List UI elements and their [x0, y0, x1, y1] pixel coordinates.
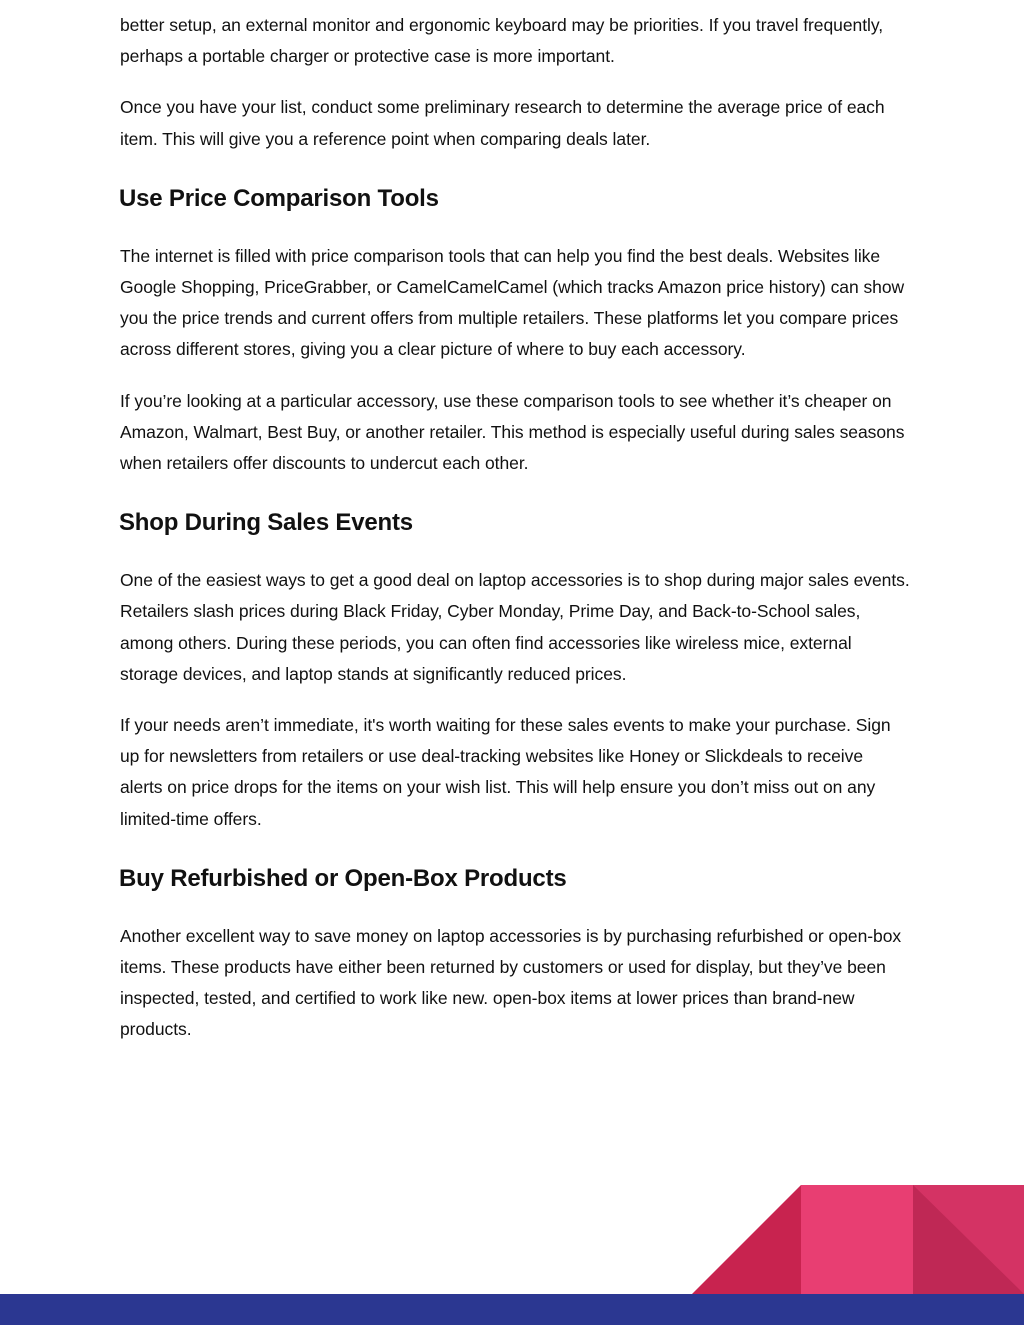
paragraph: Another excellent way to save money on laptop accessories is by purchasing refurbished or open-box items. These products have either been returned by customers or used for display, but they’ve been inspected, tested, and certified to work like new. open-box items at lower prices than brand-new products. [120, 925, 902, 1040]
paragraph: The internet is filled with price comparison tools that can help you find the best deals. Websites like Google Shopping, PriceGrabber, or CamelCamelCamel (which tracks Amazon price history) can show you the price trends and current offers from multiple retailers. These platforms let you compare prices across different stores, giving you a clear picture of where to buy each accessory. [120, 245, 905, 360]
section-heading: Buy Refurbished or Open-Box Products [119, 864, 567, 892]
section-heading: Use Price Comparison Tools [119, 184, 439, 212]
footer-pink-panel [801, 1185, 913, 1294]
footer-pink-triangle [692, 1185, 801, 1294]
section-heading: Shop During Sales Events [119, 509, 413, 537]
paragraph: One of the easiest ways to get a good deal on laptop accessories is to shop during major sales events. Retailers slash prices during Black Friday, Cyber Monday, Prime Day, and Back-to-School sales, among others. During these periods, you can often find accessories like wireless mice, external storage devices, and laptop stands at significantly reduced prices. [120, 570, 910, 684]
paragraph: Once you have your list, conduct some preliminary research to determine the average price of each item. This will give you a reference point when comparing deals later. [120, 97, 885, 149]
footer-bar [0, 1294, 1024, 1325]
paragraph: If your needs aren’t immediate, it's worth waiting for these sales events to make your purchase. Sign up for newsletters from retailers or use deal-tracking websites like Honey or Slickdeals to receive alerts on price drops for the items on your wish list. This will help ensure you don’t miss out on any limited-time offers. [120, 715, 891, 829]
paragraph: better setup, an external monitor and ergonomic keyboard may be priorities. If you travel frequently, perhaps a portable charger or protective case is more important. [120, 15, 884, 67]
paragraph: If you’re looking at a particular accessory, use these comparison tools to see whether it’s cheaper on Amazon, Walmart, Best Buy, or another retailer. This method is especially useful during sales seasons when retailers offer discounts to undercut each other. [120, 390, 905, 474]
document-body [120, 10, 910, 1066]
footer-decoration [0, 1180, 1024, 1325]
